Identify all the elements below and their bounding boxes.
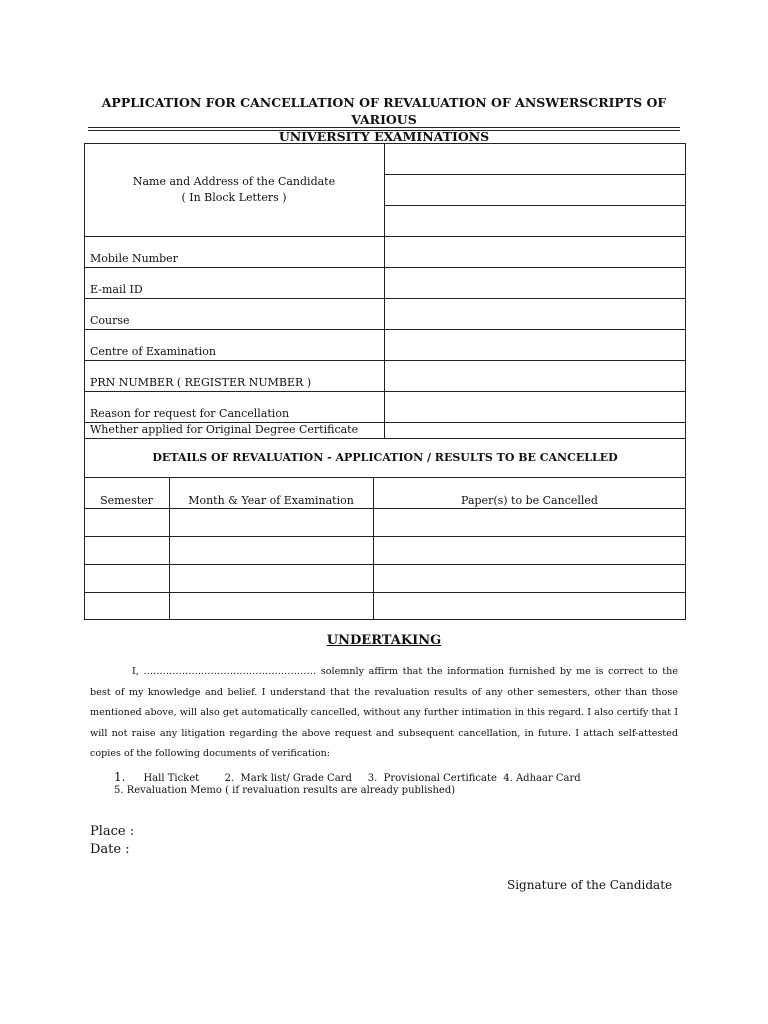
prn-number-label: PRN NUMBER ( REGISTER NUMBER ): [90, 376, 312, 389]
papers-row-line-2: [84, 564, 686, 565]
block-letters-hint: ( In Block Letters ): [181, 191, 287, 204]
email-label: E-mail ID: [90, 283, 143, 296]
undertaking-paragraph: [90, 662, 678, 765]
papers-row-line-3: [84, 592, 686, 593]
semester-column-header: Semester: [100, 494, 153, 507]
form-title-line-2: UNIVERSITY EXAMINATIONS: [278, 129, 490, 144]
course-input[interactable]: [385, 299, 685, 329]
name-address-label: [84, 175, 384, 204]
month-year-column-header: Month & Year of Examination: [188, 494, 354, 507]
title-double-rule-top: [88, 127, 680, 128]
original-degree-input[interactable]: [385, 423, 685, 438]
name-address-input[interactable]: [385, 144, 685, 236]
reason-input[interactable]: [385, 392, 685, 422]
undertaking-title: UNDERTAKING: [326, 633, 442, 648]
form-title-line-1: APPLICATION FOR CANCELLATION OF REVALUATION OF ANSWERSCRIPTS OF VARIOUS: [101, 95, 667, 127]
centre-input[interactable]: [385, 330, 685, 360]
revaluation-details-heading: DETAILS OF REVALUATION - APPLICATION / RESULTS TO BE CANCELLED: [152, 451, 618, 464]
email-input[interactable]: [385, 268, 685, 298]
documents-list-line-2: 5. Revaluation Memo ( if revaluation results are already published): [114, 785, 456, 796]
mobile-number-input[interactable]: [385, 237, 685, 267]
documents-list-text-1: Hall Ticket 2. Mark list/ Grade Card 3. Provisional Certificate 4. Adhaar Card: [143, 773, 581, 784]
signature-label: Signature of the Candidate: [507, 878, 673, 892]
place-label: Place :: [90, 824, 135, 839]
date-label: Date :: [90, 842, 130, 857]
documents-list-line-1: [114, 770, 581, 784]
papers-column-header: Paper(s) to be Cancelled: [461, 494, 598, 507]
title-double-rule-bottom: [88, 130, 680, 131]
undertaking-paragraph-text: I, ……………………………………………… solemnly affirm that the information furnished by me is correct to the best of my knowledge and belief. I understand that the revaluation results of any other semesters, other than those mentioned above, will also get automatically cancelled, without any further intimation in this regard. I also certify that I will not raise any litigation regarding the above request and subsequent cancellation, in future. I attach self-attested copies of the following documents of verification:: [90, 666, 678, 760]
mobile-number-label: Mobile Number: [90, 252, 178, 265]
reason-label: Reason for request for Cancellation: [90, 407, 290, 420]
document-number-1: 1.: [114, 770, 126, 784]
form-title: [84, 94, 684, 145]
course-label: Course: [90, 314, 130, 327]
name-address-label-text: Name and Address of the Candidate: [132, 175, 336, 188]
prn-input[interactable]: [385, 361, 685, 391]
papers-row-line-1: [84, 536, 686, 537]
papers-header-line: [84, 508, 686, 509]
centre-of-examination-label: Centre of Examination: [90, 345, 216, 358]
original-degree-label: Whether applied for Original Degree Certificate: [90, 423, 359, 436]
